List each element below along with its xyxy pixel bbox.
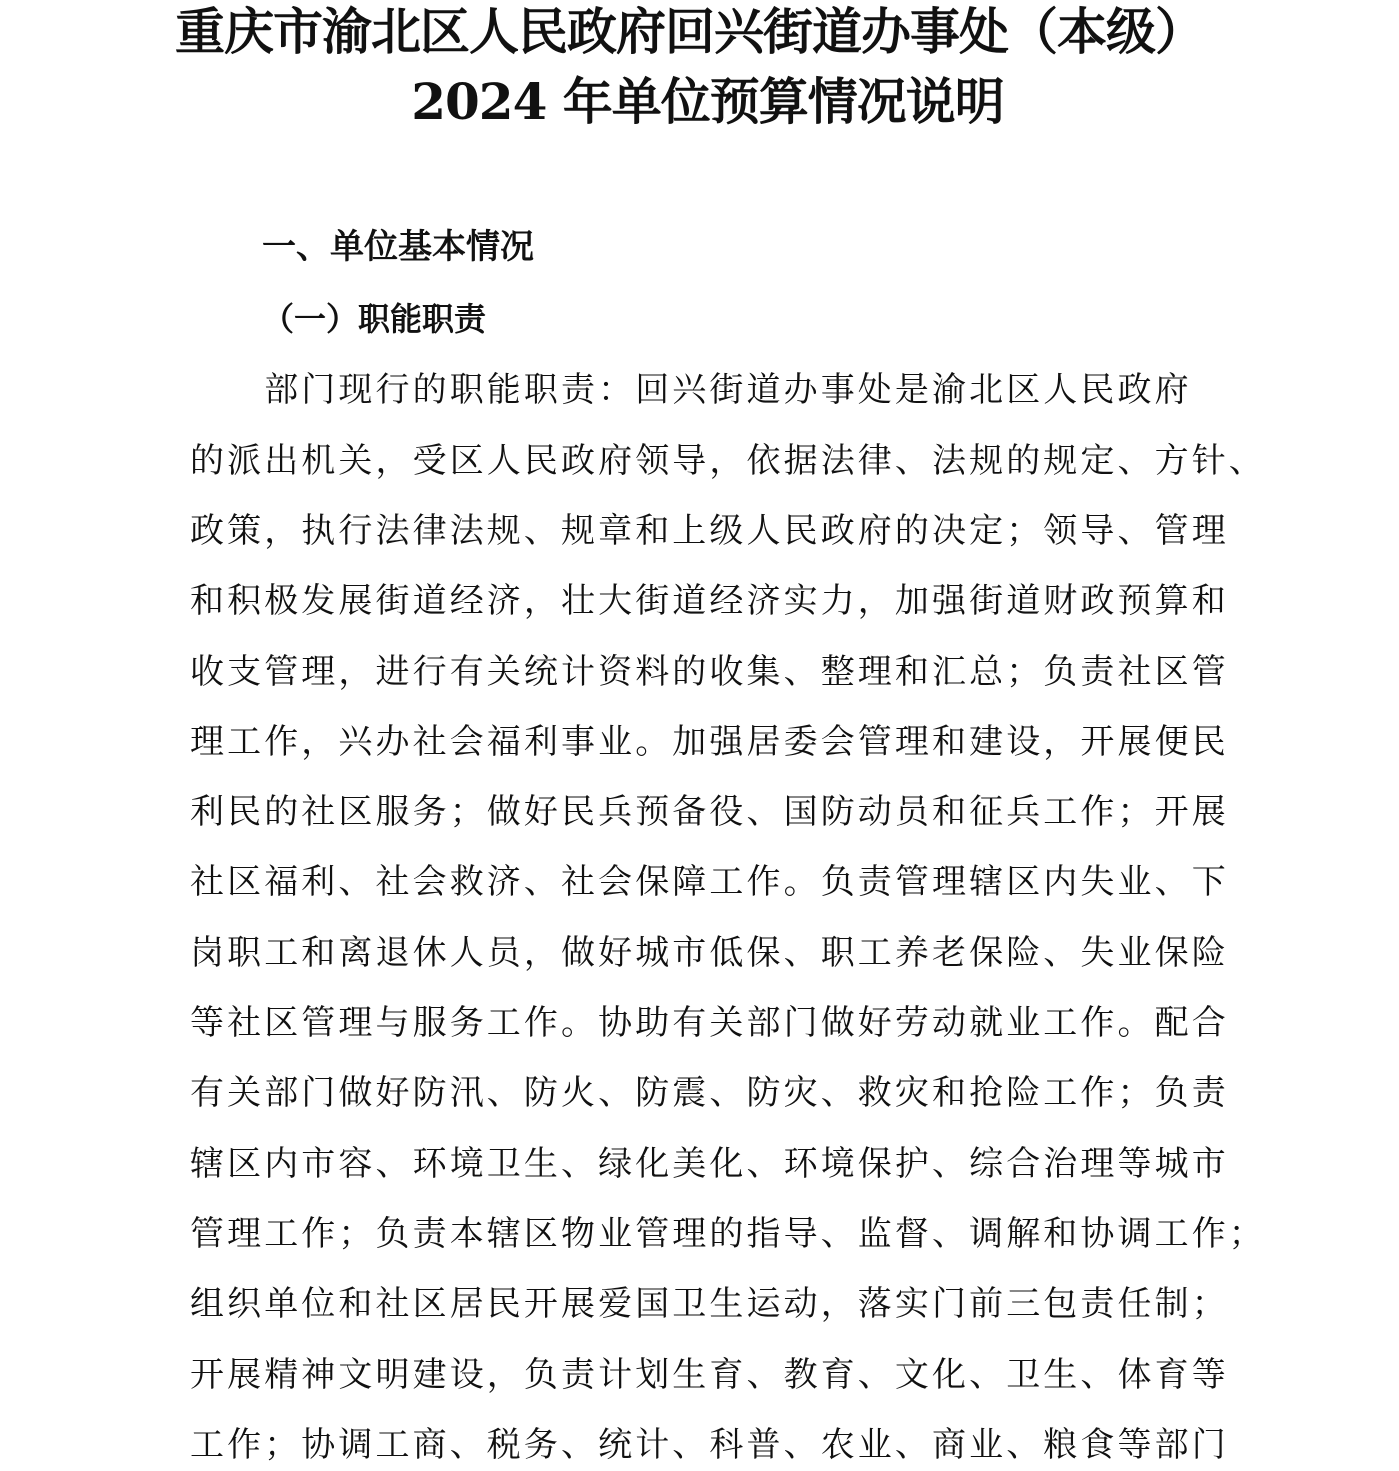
document-title-line-1: 重庆市渝北区人民政府回兴街道办事处（本级） [175,2,1204,61]
paragraph-line: 组织单位和社区居民开展爱国卫生运动，落实门前三包责任制； [190,1284,1229,1324]
paragraph-line: 政策，执行法律法规、规章和上级人民政府的决定；领导、管理 [190,511,1229,551]
paragraph-line: 部门现行的职能职责：回兴街道办事处是渝北区人民政府 [190,370,1192,410]
section-heading: 一、单位基本情况 [262,227,534,267]
paragraph-line: 利民的社区服务；做好民兵预备役、国防动员和征兵工作；开展 [190,792,1229,832]
subsection-heading: （一）职能职责 [262,300,487,338]
document-title-line-2: 2024 年单位预算情况说明 [411,72,1004,131]
paragraph-line: 岗职工和离退休人员，做好城市低保、职工养老保险、失业保险 [190,933,1229,973]
paragraph-line: 社区福利、社会救济、社会保障工作。负责管理辖区内失业、下 [190,862,1229,902]
paragraph-line: 辖区内市容、环境卫生、绿化美化、环境保护、综合治理等城市 [190,1144,1229,1184]
paragraph-line: 的派出机关，受区人民政府领导，依据法律、法规的规定、方针、 [190,441,1266,481]
paragraph-line: 开展精神文明建设，负责计划生育、教育、文化、卫生、体育等 [190,1355,1229,1395]
paragraph-line: 收支管理，进行有关统计资料的收集、整理和汇总；负责社区管 [190,652,1229,692]
paragraph-line: 有关部门做好防汛、防火、防震、防灾、救灾和抢险工作；负责 [190,1073,1229,1113]
paragraph-line: 等社区管理与服务工作。协助有关部门做好劳动就业工作。配合 [190,1003,1229,1043]
paragraph-line: 工作；协调工商、税务、统计、科普、农业、商业、粮食等部门 [190,1425,1229,1465]
paragraph-line: 和积极发展街道经济，壮大街道经济实力，加强街道财政预算和 [190,581,1229,621]
paragraph-line: 管理工作；负责本辖区物业管理的指导、监督、调解和协调工作； [190,1214,1266,1254]
paragraph-line: 理工作，兴办社会福利事业。加强居委会管理和建设，开展便民 [190,722,1229,762]
